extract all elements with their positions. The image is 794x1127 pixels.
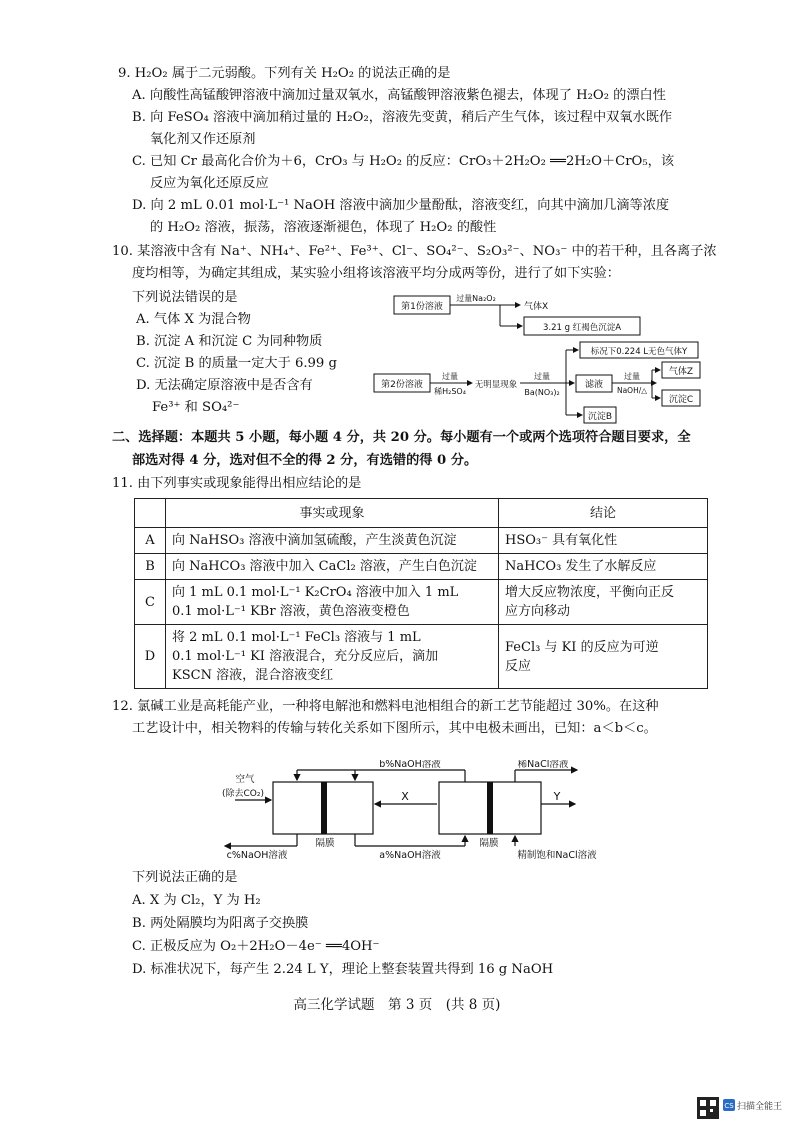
label-air-note: (除去CO₂) [222,789,264,799]
q10-option-d-line2: Fe³⁺ 和 SO₄²⁻ [152,400,240,415]
flow-label-prec-c: 沉淀C [668,395,694,405]
flow-label-gas-y: 标况下0.224 L无色气体Y [590,347,688,357]
label-membrane-2: 隔膜 [479,838,499,849]
q12-stem-line2: 工艺设计中，相关物料的传输与转化关系如下图所示，其中电极未画出，已知：a＜b＜c。 [132,721,657,736]
scanner-watermark [697,1095,787,1123]
label-a-naoh: a%NaOH溶液 [379,850,441,860]
table-header-option [135,499,166,528]
membrane-right [487,782,493,834]
q9-option-d-line2: 的 H₂O₂ 溶液，振荡，溶液逐渐褪色，体现了 H₂O₂ 的酸性 [150,220,497,235]
row-conclusion: NaHCO₃ 发生了水解反应 [499,554,708,580]
flow-label-gas-z: 气体Z [668,367,694,377]
row-option: C [135,580,166,625]
row-fact: 将 2 mL 0.1 mol·L⁻¹ FeCl₃ 溶液与 1 mL 0.1 mol·L⁻¹ KI 溶液混合，充分反应后，滴加 KSCN 溶液，混合溶液变红 [166,625,499,689]
row-conclusion: HSO₃⁻ 具有氧化性 [499,528,708,554]
table-row [135,554,708,580]
flow-label-part2: 第2份溶液 [381,380,423,390]
flow-label-excess3: 过量 [624,372,640,381]
table-header-conclusion: 结论 [499,499,708,528]
row-conclusion: 增大反应物浓度，平衡向正反 应方向移动 [499,580,708,625]
q12-option-a: A. X 为 Cl₂，Y 为 H₂ [132,893,261,908]
label-x: X [401,790,409,803]
q12-option-c: C. 正极反应为 O₂＋2H₂O－4e⁻ ══4OH⁻ [132,939,380,954]
flow-label-gas-x: 气体X [524,302,549,312]
label-membrane-1: 隔膜 [315,838,335,849]
q9-stem: 9. H₂O₂ 属于二元弱酸。下列有关 H₂O₂ 的说法正确的是 [118,66,451,81]
flow-label-filtrate: 滤液 [584,380,604,390]
flow-label-bano3: Ba(NO₃)₂ [524,388,560,397]
q11-stem: 11. 由下列事实或现象能得出相应结论的是 [112,476,362,491]
membrane-left [321,782,327,834]
flow-label-excess1: 过量 [442,372,458,381]
label-sat-nacl: 精制饱和NaCl溶液 [517,850,597,860]
q12-option-d: D. 标准状况下，每产生 2.24 L Y，理论上整套装置共得到 16 g NaOH [132,962,554,977]
table-row [135,580,708,625]
svg-text:CS: CS [724,1102,734,1110]
q9-option-c-line2: 反应为氧化还原反应 [150,176,269,191]
q10-option-b: B. 沉淀 A 和沉淀 C 为同种物质 [136,334,323,349]
q12-prompt: 下列说法正确的是 [132,870,238,885]
row-conclusion: FeCl₃ 与 KI 的反应为可逆 反应 [499,625,708,689]
section2-header-line1: 二、选择题：本题共 5 小题，每小题 4 分，共 20 分。每小题有一个或两个选项符合题目要求，全 [112,430,691,445]
q10-option-d-line1: D. 无法确定原溶液中是否含有 [136,378,313,393]
watermark-text: 扫描全能王 [737,1102,783,1112]
q10-option-c: C. 沉淀 B 的质量一定大于 6.99 g [136,356,337,371]
flow-label-prec-b: 沉淀B [587,412,613,422]
q12-option-b: B. 两处隔膜均为阳离子交换膜 [132,916,309,931]
row-fact: 向 1 mL 0.1 mol·L⁻¹ K₂CrO₄ 溶液中加入 1 mL 0.1 mol·L⁻¹ KBr 溶液，黄色溶液变橙色 [166,580,499,625]
flow-label-prec-a: 3.21 g 红褐色沉淀A [542,323,622,333]
q11-table [134,498,708,689]
row-option: A [135,528,166,554]
q12-cell-diagram [205,760,625,860]
label-air: 空气 [235,774,255,785]
section2-header-line2: 部选对得 4 分，选对但不全的得 2 分，有选错的得 0 分。 [132,453,478,468]
q9-option-c-line1: C. 已知 Cr 最高化合价为＋6，CrO₃ 与 H₂O₂ 的反应：CrO₃＋2H₂O₂ ══2H₂O＋CrO₅，该 [132,154,675,169]
row-fact: 向 NaHSO₃ 溶液中滴加氢硫酸，产生淡黄色沉淀 [166,528,499,554]
q9-option-d-line1: D. 向 2 mL 0.01 mol·L⁻¹ NaOH 溶液中滴加少量酚酞，溶液变红，向其中滴加几滴等浓度 [132,198,670,213]
flow-label-naoh: NaOH/△ [616,386,648,395]
table-row [135,528,708,554]
q10-prompt: 下列说法错误的是 [132,290,238,305]
flow-label-part1: 第1份溶液 [401,302,443,312]
page-footer: 高三化学试题 第 3 页 (共 8 页) [293,997,501,1013]
table-header-row [135,499,708,528]
table-header-fact: 事实或现象 [166,499,499,528]
q10-stem-line1: 10. 某溶液中含有 Na⁺、NH₄⁺、Fe²⁺、Fe³⁺、Cl⁻、SO₄²⁻、S₂O₃²⁻、NO₃⁻ 中的若干种，且各离子浓 [112,244,717,259]
q10-stem-line2: 度均相等，为确定其组成，某实验小组将该溶液平均分成两等份，进行了如下实验： [132,266,620,281]
label-c-naoh: c%NaOH溶液 [226,850,288,860]
flow-label-excess2: 过量 [534,372,550,381]
q9-option-b-line1: B. 向 FeSO₄ 溶液中滴加稍过量的 H₂O₂，溶液先变黄，稍后产生气体，该过程中双氧水既作 [132,110,673,125]
label-dilute-nacl: 稀NaCl溶液 [517,760,569,770]
flow-label-na2o2: 过量Na₂O₂ [456,294,496,303]
q9-option-a: A. 向酸性高锰酸钾溶液中滴加过量双氧水，高锰酸钾溶液紫色褪去，体现了 H₂O₂ 的漂白性 [132,88,666,103]
q9-option-b-line2: 氧化剂又作还原剂 [150,132,256,147]
row-option: D [135,625,166,689]
row-option: B [135,554,166,580]
table-row [135,625,708,689]
row-fact: 向 NaHCO₃ 溶液中加入 CaCl₂ 溶液，产生白色沉淀 [166,554,499,580]
flow-label-no-phenomenon: 无明显现象 [474,380,518,390]
q12-stem-line1: 12. 氯碱工业是高耗能产业，一种将电解池和燃料电池相组合的新工艺节能超过 30%。在这种 [112,699,659,714]
label-b-naoh: b%NaOH溶液 [379,760,441,770]
label-y: Y [553,790,561,803]
flow-label-h2so4: 稀H₂SO₄ [434,387,466,396]
q10-option-a: A. 气体 X 为混合物 [136,312,251,327]
q10-flowchart [370,288,720,428]
